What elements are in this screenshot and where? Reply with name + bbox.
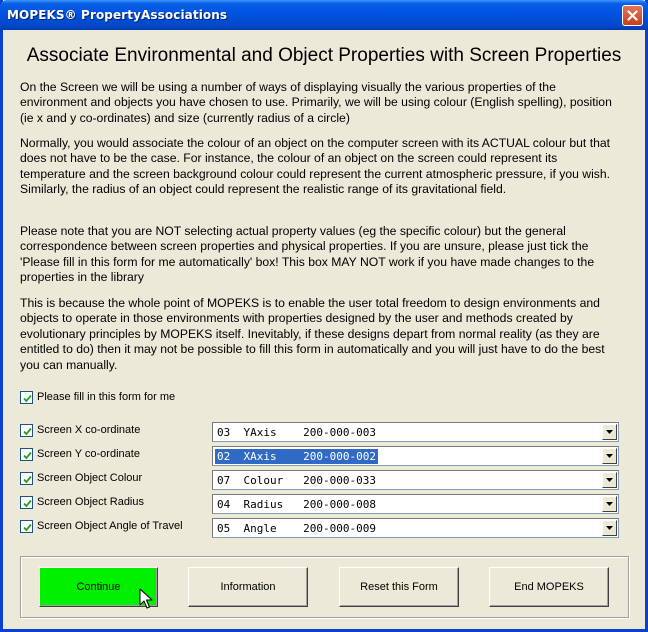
angle-checkbox[interactable] [20, 520, 33, 533]
close-button[interactable] [622, 5, 643, 26]
screen-x-value: 03 YAxis 200-000-003 [217, 426, 376, 439]
radius-checkbox[interactable] [20, 496, 33, 509]
colour-select[interactable] [212, 470, 619, 490]
chevron-down-icon [606, 502, 613, 506]
radius-value: 04 Radius 200-000-008 [217, 498, 376, 511]
checkmark-icon [22, 450, 33, 461]
property-row-radius[interactable] [20, 494, 144, 510]
screen-y-select[interactable] [212, 446, 619, 466]
screen-y-checkbox[interactable] [20, 448, 33, 461]
freedom-paragraph: This is because the whole point of MOPEKS is to enable the user total freedom to design environments and objects to operate in those environments with properties designed by the user and methods created by evolutionary principles by MOPEKS itself. Inevitably, if these designs depart from normal reality (as they are entitled to do) then it may not be possible to fill this form in automatically and you will just have to do the best you can manually. [20, 296, 605, 372]
checkmark-icon [22, 498, 33, 509]
property-row-colour[interactable] [20, 470, 142, 486]
mouse-cursor-icon [139, 588, 153, 610]
chevron-down-icon [606, 526, 613, 530]
reset-form-button[interactable]: Reset this Form [339, 567, 459, 607]
checkmark-icon [22, 426, 33, 437]
chevron-down-icon [606, 430, 613, 434]
autofill-checkbox-row[interactable] [20, 389, 175, 405]
screen-x-label: Screen X co-ordinate [37, 424, 141, 436]
checkmark-icon [22, 474, 33, 485]
chevron-down-icon [606, 478, 613, 482]
autofill-checkbox[interactable] [20, 391, 33, 404]
colour-paragraph: Normally, you would associate the colour of an object on the computer screen with its ACTUAL colour but that does not have to be the case. For instance, the colour of an object on the screen could represent its temperature and the screen background colour could represent the current atmospheric pressure, if you wish. Similarly, the radius of an object could represent the realistic range of its gravitational field. [20, 136, 611, 197]
dropdown-button[interactable] [602, 424, 617, 440]
title-bar[interactable] [0, 0, 648, 30]
page-heading: Associate Environmental and Object Properties with Screen Properties [26, 45, 622, 66]
intro-paragraph: On the Screen we will be using a number of ways of displaying visually the various properties of the environment and objects you have chosen to use. Primarily, we will be using colour (English spelling), position (ie x and y co-ordinates) and size (currently radius of a circle) [20, 80, 612, 125]
screen-x-select[interactable] [212, 422, 619, 442]
radius-label: Screen Object Radius [37, 496, 144, 508]
autofill-label: Please fill in this form for me [37, 391, 176, 403]
property-row-y[interactable] [20, 446, 140, 462]
dropdown-button[interactable] [602, 496, 617, 512]
angle-label: Screen Object Angle of Travel [37, 520, 183, 532]
checkmark-icon [22, 393, 33, 404]
screen-y-value: 02 XAxis 200-000-002 [217, 450, 376, 463]
colour-checkbox[interactable] [20, 472, 33, 485]
continue-button[interactable]: Continue [39, 567, 158, 607]
information-button[interactable]: Information [188, 567, 308, 607]
colour-value: 07 Colour 200-000-033 [217, 474, 376, 487]
note-paragraph: Please note that you are NOT selecting actual property values (eg the specific colour) but the general correspondence between screen properties and physical properties. If you are unsure, please just tick the 'Please fill in this form for me automatically' box! This box MAY NOT work if you have made changes to the properties in the library [20, 224, 595, 285]
property-row-x[interactable] [20, 422, 140, 438]
screen-y-label: Screen Y co-ordinate [37, 448, 140, 460]
window-title: MOPEKS® PropertyAssociations [7, 8, 228, 22]
dropdown-button[interactable] [602, 520, 617, 536]
end-mopeks-button[interactable]: End MOPEKS [489, 567, 609, 607]
screen-x-checkbox[interactable] [20, 424, 33, 437]
angle-select[interactable] [212, 518, 619, 538]
chevron-down-icon [606, 454, 613, 458]
dropdown-button[interactable] [602, 472, 617, 488]
dropdown-button[interactable] [602, 448, 617, 464]
radius-select[interactable] [212, 494, 619, 514]
property-row-angle[interactable] [20, 518, 183, 534]
checkmark-icon [22, 522, 33, 533]
close-icon [627, 10, 638, 21]
angle-value: 05 Angle 200-000-009 [217, 522, 376, 535]
colour-label: Screen Object Colour [37, 472, 143, 484]
